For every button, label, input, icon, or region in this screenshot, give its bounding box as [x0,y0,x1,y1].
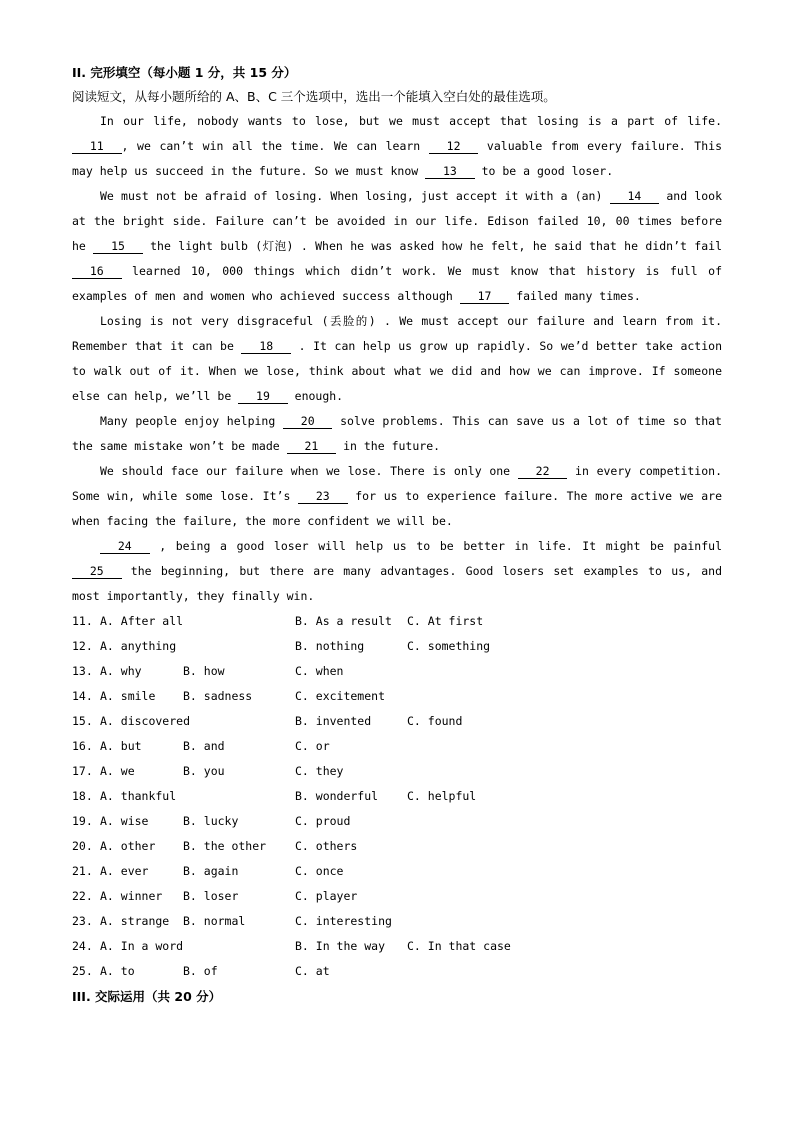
option-b: B. lucky [183,814,239,828]
option-row [72,734,722,759]
blank-18: 18 [241,339,291,354]
passage-text: failed many times. [509,289,641,303]
option-a: A. but [100,739,142,753]
option-c: C. found [407,714,463,728]
question-number: 17. [72,764,93,778]
blank-17: 17 [460,289,510,304]
option-b: B. As a result [295,614,392,628]
blank-11: 11 [72,139,122,154]
option-a: A. After all [100,614,184,628]
option-b: B. loser [183,889,239,903]
option-a: A. to [100,964,135,978]
blank-20: 20 [283,414,333,429]
option-a: A. strange [100,914,170,928]
question-number: 15. [72,714,93,728]
question-number: 21. [72,864,93,878]
option-c: C. excitement [295,689,386,703]
option-b: B. of [183,964,218,978]
option-a: A. thankful [100,789,177,803]
blank-25: 25 [72,564,122,579]
blank-15: 15 [93,239,143,254]
option-c: C. they [295,764,344,778]
passage-paragraph [72,409,722,459]
question-number: 14. [72,689,93,703]
question-number: 18. [72,789,93,803]
passage-text: learned 10, 000 things which didn’t work. We must know that history is full of examples of men and women who achieved success although [72,264,722,303]
option-row [72,934,722,959]
option-row [72,659,722,684]
passage-text: and look at the bright side. Failure can’t be avoided in our life. Edison failed 10, 00 times before he [72,189,723,253]
blank-16: 16 [72,264,122,279]
question-number: 16. [72,739,93,753]
option-a: A. winner [100,889,163,903]
option-a: A. wise [100,814,149,828]
option-b: B. normal [183,914,246,928]
passage-text: to be a good loser. [474,164,614,178]
option-a: A. smile [100,689,156,703]
section-3-title: III. 交际运用（共 20 分） [72,989,222,1004]
passage-paragraph [72,534,722,609]
passage-text: In our life, nobody wants to lose, but we must accept that losing is a part of life. [100,114,722,128]
passage-text: for us to experience failure. The more active we are when facing the failure, the more confident we will be. [72,489,722,528]
blank-21: 21 [287,439,337,454]
option-c: C. interesting [295,914,392,928]
passage-text: Many people enjoy helping [100,414,283,428]
option-row [72,809,722,834]
option-b: B. nothing [295,639,365,653]
options-list [72,609,722,984]
blank-24: 24 [100,539,150,554]
option-row [72,634,722,659]
option-row [72,859,722,884]
option-a: A. we [100,764,135,778]
blank-14: 14 [610,189,660,204]
passage-paragraph [72,459,722,534]
blank-22: 22 [518,464,568,479]
passage-text: We should face our failure when we lose. There is only one [100,464,518,478]
passage-text: valuable from every failure. This may help us succeed in the future. So we must know [72,139,722,178]
option-b: B. In the way [295,939,386,953]
option-a: A. why [100,664,142,678]
question-number: 13. [72,664,93,678]
option-row [72,684,722,709]
option-b: B. the other [183,839,267,853]
option-row [72,884,722,909]
question-number: 19. [72,814,93,828]
passage-text: , being a good loser will help us to be better in life. It might be painful [149,539,722,553]
question-number: 12. [72,639,93,653]
option-row [72,709,722,734]
option-c: C. proud [295,814,351,828]
option-row [72,784,722,809]
option-c: C. In that case [407,939,511,953]
option-b: B. you [183,764,225,778]
option-b: B. sadness [183,689,253,703]
option-b: B. again [183,864,239,878]
option-c: C. others [295,839,358,853]
question-number: 24. [72,939,93,953]
option-row [72,609,722,634]
question-number: 22. [72,889,93,903]
passage-text: , we can’t win all the time. We can learn [121,139,429,153]
option-c: C. at [295,964,330,978]
passage-text: in every competition. Some win, while some lose. It’s [72,464,722,503]
option-a: A. discovered [100,714,191,728]
blank-13: 13 [425,164,475,179]
exam-page [72,62,722,1009]
passage-text: enough. [287,389,344,403]
passage-text: the light bulb (灯泡) . When he was asked how he felt, he said that he didn’t fail [142,239,722,253]
option-row [72,909,722,934]
passage-text: . It can help us grow up rapidly. So we’d better take action to walk out of it. When we lose, think about what we did and how we can improve. If someone else can help, we’ll be [72,339,722,403]
option-c: C. At first [407,614,484,628]
blank-19: 19 [238,389,288,404]
passage-paragraph [72,309,722,409]
question-number: 25. [72,964,93,978]
passage-paragraph [72,184,722,309]
option-c: C. when [295,664,344,678]
option-c: C. something [407,639,491,653]
option-a: A. ever [100,864,149,878]
blank-23: 23 [298,489,348,504]
option-c: C. helpful [407,789,477,803]
section-2-title: II. 完形填空（每小题 1 分，共 15 分） [72,65,297,80]
option-b: B. how [183,664,225,678]
section-2-instruction: 阅读短文，从每小题所给的 A、B、C 三个选项中，选出一个能填入空白处的最佳选项。 [72,89,556,104]
option-a: A. other [100,839,156,853]
option-row [72,759,722,784]
option-row [72,959,722,984]
option-b: B. and [183,739,225,753]
passage-text: Losing is not very disgraceful (丢脸的) . We must accept our failure and learn from it. Remember that it can be [72,314,722,353]
question-number: 20. [72,839,93,853]
option-c: C. or [295,739,330,753]
passage-text: the beginning, but there are many advantages. Good losers set examples to us, and most importantly, they finally win. [72,564,722,603]
option-a: A. In a word [100,939,184,953]
passage-text: in the future. [336,439,441,453]
option-c: C. once [295,864,344,878]
option-a: A. anything [100,639,177,653]
option-c: C. player [295,889,358,903]
question-number: 23. [72,914,93,928]
question-number: 11. [72,614,93,628]
passage-paragraph [72,109,722,184]
option-b: B. invented [295,714,372,728]
passage-text: solve problems. This can save us a lot of time so that the same mistake won’t be made [72,414,722,453]
option-b: B. wonderful [295,789,379,803]
option-row [72,834,722,859]
passage-text: We must not be afraid of losing. When losing, just accept it with a (an) [100,189,610,203]
blank-12: 12 [429,139,479,154]
